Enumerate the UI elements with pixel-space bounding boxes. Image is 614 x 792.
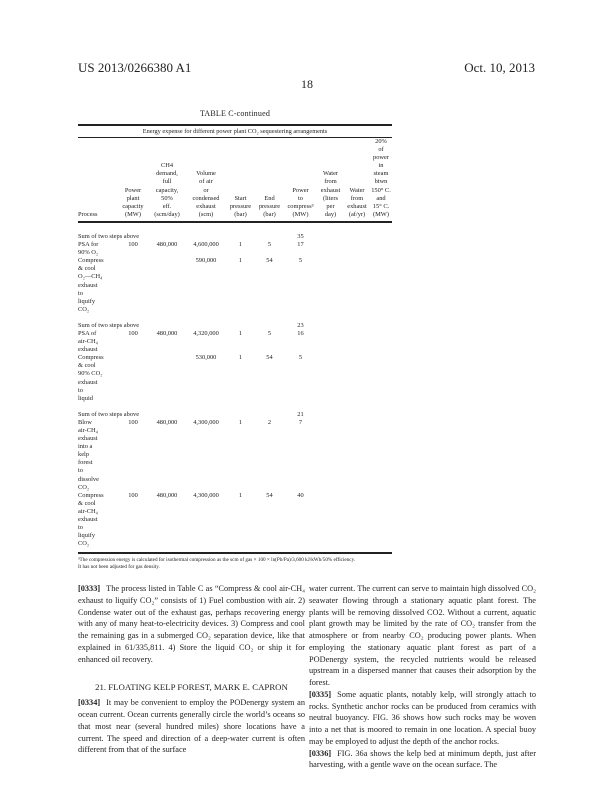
table-row — [78, 241, 392, 257]
column-header: Volume of air or condensed exhaust (scm) — [192, 170, 220, 218]
table-title: TABLE C-continued — [199, 109, 271, 118]
table-bottom-rule — [78, 552, 392, 554]
empty-cell — [317, 241, 392, 257]
volume-cell: 4,320,000 — [193, 329, 219, 337]
empty-cell — [317, 419, 392, 492]
process-cell: PSA for 90% O₂ — [78, 241, 99, 257]
empty-cell — [317, 330, 392, 354]
paragraph-text: The process listed in Table C as “Compress & cool air-CH₄ exhaust to liquify CO₂” consists of 1) Fuel combustion with air. 2) Condense water out of the exhaust gas, perhaps recovering energy with any of many heat-to-electricity devices. 3) Compress and cool the remaining gas in a submerged CO₂ separation device, like that explained in 61/335,811. 4) Store the liquid CO₂ or ship it for enhanced oil recovery. — [78, 584, 305, 664]
column-header: Start pressure (bar) — [229, 194, 252, 218]
power-to-compress: 35 — [297, 232, 304, 240]
patent-number: US 2013/0266380 A1 — [78, 60, 192, 75]
paragraph-text: It may be convenient to employ the PODenergy system an ocean current. Ocean currents generally circle the world’s oceans so that most near (several hundred miles) shore locations have a current. The speed and direction of a deep-water current is often different from that of the surface — [78, 698, 305, 755]
paragraph-number: [0336] — [309, 748, 332, 758]
table-row — [78, 257, 392, 314]
table-row — [78, 492, 392, 549]
sum-row — [78, 411, 392, 419]
table-header-row — [78, 138, 392, 222]
power-to-compress-cell: 5 — [298, 257, 303, 265]
sum-row — [78, 233, 392, 241]
table-row — [78, 330, 392, 354]
end-pressure-cell: 54 — [266, 257, 273, 265]
start-pressure-cell: 1 — [238, 329, 243, 337]
table-row — [78, 419, 392, 492]
empty-cell — [317, 411, 392, 419]
power-to-compress: 23 — [297, 321, 304, 329]
process-cell: Compress & cool air-CH₄ exhaust to liquify CO₂ — [78, 491, 104, 548]
end-pressure-cell: 2 — [267, 418, 272, 426]
ch4-demand-cell — [148, 354, 186, 403]
process-cell: Blow air-CH₄ exhaust into a kelp forest to dissolve CO₂ — [78, 418, 99, 491]
volume-cell: 4,300,000 — [193, 418, 219, 426]
paragraph-number: [0333] — [78, 584, 101, 593]
end-pressure-cell: 54 — [266, 354, 273, 362]
process-cell: PSA of air-CH₄ exhaust — [78, 329, 98, 354]
sum-label: Sum of two steps above — [78, 410, 140, 418]
page-number: 18 — [301, 77, 313, 91]
column-header: Power plant capacity (MW) — [122, 186, 144, 218]
column-header: CH4 demand, full capacity, 50% eff. (scm/day) — [154, 162, 180, 218]
sum-label: Sum of two steps above — [78, 232, 140, 240]
empty-cell — [317, 354, 392, 403]
column-header: Process — [78, 210, 98, 218]
empty-cell — [317, 492, 392, 549]
capacity-cell: 100 — [128, 329, 138, 337]
start-pressure-cell: 1 — [238, 354, 243, 362]
paragraph-number: [0335] — [309, 689, 332, 699]
ch4-demand-cell: 480,000 — [156, 418, 178, 426]
right-text-column — [309, 583, 536, 771]
paragraph-0334 — [78, 697, 305, 756]
power-to-compress-cell: 5 — [298, 354, 303, 362]
end-pressure-cell: 54 — [266, 491, 273, 499]
start-pressure-cell: 1 — [238, 491, 243, 499]
power-to-compress: 21 — [297, 410, 304, 418]
left-text-column — [78, 583, 305, 756]
row-gap — [78, 314, 392, 322]
volume-cell: 4,600,000 — [193, 241, 219, 249]
ch4-demand-cell — [148, 257, 186, 314]
empty-cell — [317, 233, 392, 241]
table-c — [78, 124, 392, 570]
column-header: Water from exhaust (af/yr) — [347, 186, 367, 218]
sum-row — [78, 322, 392, 330]
capacity-cell: 100 — [128, 241, 138, 249]
ch4-demand-cell: 480,000 — [156, 491, 178, 499]
footnote-line-1: ³The compression energy is calculated for isothermal compression as the scm of gas × 100 × ln(Pb/Pa)/3,600 kJ/kWh/50% efficiency. — [78, 557, 356, 564]
start-pressure-cell: 1 — [238, 418, 243, 426]
power-to-compress-cell: 17 — [297, 241, 304, 249]
paragraph-text: Some aquatic plants, notably kelp, will strongly attach to rocks. Synthetic anchor rocks can be produced from ceramics with neutral buoyancy. FIG. 36 shows how such rocks may be woven into a net that is moored to remain in one location. A special buoy may be employed to adjust the depth of the anchor rocks. — [309, 689, 536, 746]
power-to-compress-cell: 40 — [297, 491, 304, 499]
power-to-compress-cell: 16 — [297, 329, 304, 337]
volume-cell: 530,000 — [195, 354, 217, 362]
paragraph-0333 — [78, 583, 305, 665]
capacity-cell — [118, 257, 148, 314]
table-caption: Energy expense for different power plant CO₂ sequestering arrangements — [142, 128, 328, 135]
column-header: Water from exhaust (liters per day) — [320, 170, 341, 218]
ch4-demand-cell: 480,000 — [156, 241, 178, 249]
footnote-line-2: It has not been adjusted for gas density. — [78, 563, 160, 570]
paragraph-text: water current. The current can serve to maintain high dissolved CO₂ seawater flowing through a stationary aquatic plant forest. The plants will be removing dissolved CO2. Without a current, aquatic plant growth may be limited by the rate of CO₂ transfer from the atmosphere or from nearby CO₂ producing power plants. When employing the stationary aquatic plant forest as part of a PODenergy system, the recycled nutrients would be released upstream in a dispersed manner that causes their adsorption by the forest. — [309, 584, 536, 687]
column-header: Power to compress³ (MW) — [287, 186, 314, 218]
process-cell: Compress & cool 90% CO₂ exhaust to liquid — [78, 354, 104, 402]
process-cell: Compress & cool O₂—CH₄ exhaust to liquify CO₂ — [78, 257, 104, 313]
empty-cell — [317, 322, 392, 330]
column-header: End pressure (bar) — [258, 194, 281, 218]
publication-date: Oct. 10, 2013 — [464, 60, 535, 75]
row-gap — [78, 403, 392, 411]
section-heading: 21. FLOATING KELP FOREST, MARK E. CAPRON — [95, 682, 288, 693]
capacity-cell: 100 — [128, 418, 138, 426]
paragraph-text: FIG. 36a shows the kelp bed at minimum depth, just after harvesting, with a gentle wave on the ocean surface. The — [309, 748, 536, 770]
start-pressure-cell: 1 — [238, 241, 243, 249]
table-footnote — [78, 557, 392, 570]
sum-label: Sum of two steps above — [78, 321, 140, 329]
table-row — [78, 354, 392, 403]
end-pressure-cell: 5 — [267, 329, 272, 337]
end-pressure-cell: 5 — [267, 241, 272, 249]
start-pressure-cell: 1 — [238, 257, 243, 265]
paragraph-0336 — [309, 748, 536, 772]
volume-cell: 4,300,000 — [193, 491, 219, 499]
paragraph-number: [0334] — [78, 698, 101, 708]
empty-cell — [317, 257, 392, 314]
capacity-cell: 100 — [128, 491, 138, 499]
ch4-demand-cell: 480,000 — [156, 329, 178, 337]
paragraph-0335 — [309, 689, 536, 748]
header-rule — [78, 222, 392, 233]
data-table — [78, 138, 392, 552]
volume-cell: 590,000 — [195, 257, 217, 265]
capacity-cell — [118, 354, 148, 403]
column-header: 20% of power in steam btwn 150° C. and 15° C. (MW) — [371, 138, 391, 218]
paragraph-0334-cont — [309, 583, 536, 689]
power-to-compress-cell: 7 — [298, 418, 303, 426]
